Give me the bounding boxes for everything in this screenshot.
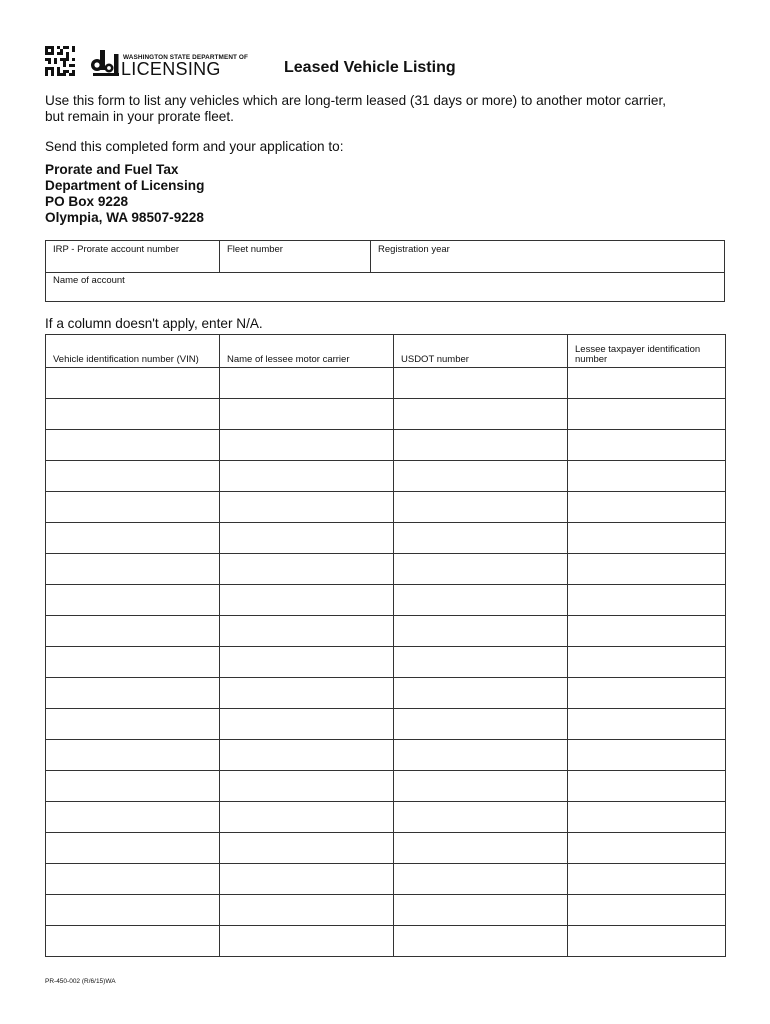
- taxpayer-id-cell[interactable]: [568, 647, 726, 678]
- send-to-label: Send this completed form and your application to:: [45, 139, 344, 154]
- lessee-name-cell[interactable]: [220, 926, 394, 957]
- table-row: [46, 647, 726, 678]
- taxpayer-id-cell[interactable]: [568, 368, 726, 399]
- taxpayer-id-cell[interactable]: [568, 554, 726, 585]
- intro-line-1: Use this form to list any vehicles which are long-term leased (31 days or more) to another motor carrier,: [45, 93, 667, 108]
- taxpayer-id-cell[interactable]: [568, 802, 726, 833]
- lessee-name-cell[interactable]: [220, 523, 394, 554]
- usdot-cell[interactable]: [394, 399, 568, 430]
- taxpayer-id-cell[interactable]: [568, 864, 726, 895]
- taxpayer-id-cell[interactable]: [568, 399, 726, 430]
- taxpayer-id-cell[interactable]: [568, 833, 726, 864]
- vehicle-table: [45, 334, 726, 957]
- table-row: [46, 523, 726, 554]
- address-line: Department of Licensing: [45, 178, 205, 193]
- taxpayer-id-cell[interactable]: [568, 492, 726, 523]
- usdot-cell[interactable]: [394, 430, 568, 461]
- usdot-cell[interactable]: [394, 585, 568, 616]
- table-row: [46, 616, 726, 647]
- account-name-field[interactable]: [46, 272, 724, 302]
- table-row: [46, 709, 726, 740]
- fleet-number-label: Fleet number: [227, 244, 283, 255]
- vin-cell[interactable]: [46, 430, 220, 461]
- intro-line-2: but remain in your prorate fleet.: [45, 109, 234, 124]
- account-info-box: [45, 240, 725, 302]
- vin-cell[interactable]: [46, 399, 220, 430]
- vin-cell[interactable]: [46, 833, 220, 864]
- table-row: [46, 461, 726, 492]
- irp-account-label: IRP - Prorate account number: [53, 244, 180, 255]
- table-row: [46, 492, 726, 523]
- usdot-cell[interactable]: [394, 895, 568, 926]
- table-row: [46, 368, 726, 399]
- table-header-row: [46, 335, 726, 368]
- form-number: PR-450-002 (R/6/15)WA: [45, 978, 116, 985]
- table-row: [46, 864, 726, 895]
- table-row: [46, 833, 726, 864]
- dol-logo-icon: [90, 50, 120, 78]
- column-header-vin: Vehicle identification number (VIN): [46, 335, 220, 368]
- lessee-name-cell[interactable]: [220, 709, 394, 740]
- lessee-name-cell[interactable]: [220, 399, 394, 430]
- lessee-name-cell[interactable]: [220, 895, 394, 926]
- table-row: [46, 430, 726, 461]
- taxpayer-id-cell[interactable]: [568, 678, 726, 709]
- agency-name: LICENSING: [121, 59, 221, 79]
- lessee-name-cell[interactable]: [220, 368, 394, 399]
- address-line: Prorate and Fuel Tax: [45, 162, 179, 177]
- taxpayer-id-cell[interactable]: [568, 430, 726, 461]
- irp-account-field[interactable]: [46, 241, 220, 272]
- vin-cell[interactable]: [46, 740, 220, 771]
- taxpayer-id-cell[interactable]: [568, 461, 726, 492]
- na-instruction: If a column doesn't apply, enter N/A.: [45, 316, 263, 331]
- fleet-number-field[interactable]: [220, 241, 371, 272]
- table-row: [46, 771, 726, 802]
- table-row: [46, 926, 726, 957]
- lessee-name-cell[interactable]: [220, 647, 394, 678]
- vin-cell[interactable]: [46, 523, 220, 554]
- taxpayer-id-cell[interactable]: [568, 771, 726, 802]
- usdot-cell[interactable]: [394, 678, 568, 709]
- registration-year-label: Registration year: [378, 244, 450, 255]
- lessee-name-cell[interactable]: [220, 461, 394, 492]
- account-info-row: [46, 241, 724, 273]
- taxpayer-id-cell[interactable]: [568, 926, 726, 957]
- lessee-name-cell[interactable]: [220, 585, 394, 616]
- address-line: PO Box 9228: [45, 194, 129, 209]
- vin-cell[interactable]: [46, 461, 220, 492]
- taxpayer-id-cell[interactable]: [568, 740, 726, 771]
- vin-cell[interactable]: [46, 585, 220, 616]
- usdot-cell[interactable]: [394, 802, 568, 833]
- usdot-cell[interactable]: [394, 740, 568, 771]
- lessee-name-cell[interactable]: [220, 771, 394, 802]
- vin-cell[interactable]: [46, 647, 220, 678]
- lessee-name-cell[interactable]: [220, 554, 394, 585]
- qr-code-icon: [45, 46, 75, 76]
- vin-cell[interactable]: [46, 771, 220, 802]
- table-row: [46, 678, 726, 709]
- lessee-name-cell[interactable]: [220, 833, 394, 864]
- vin-cell[interactable]: [46, 678, 220, 709]
- table-row: [46, 399, 726, 430]
- usdot-cell[interactable]: [394, 926, 568, 957]
- usdot-cell[interactable]: [394, 492, 568, 523]
- usdot-cell[interactable]: [394, 833, 568, 864]
- vin-cell[interactable]: [46, 616, 220, 647]
- table-body: [46, 368, 726, 957]
- taxpayer-id-cell[interactable]: [568, 895, 726, 926]
- taxpayer-id-cell[interactable]: [568, 523, 726, 554]
- usdot-cell[interactable]: [394, 616, 568, 647]
- vin-cell[interactable]: [46, 895, 220, 926]
- vin-cell[interactable]: [46, 554, 220, 585]
- vin-cell[interactable]: [46, 492, 220, 523]
- vin-cell[interactable]: [46, 802, 220, 833]
- usdot-cell[interactable]: [394, 368, 568, 399]
- column-header-taxpayer-id: Lessee taxpayer identification number: [568, 335, 726, 368]
- table-row: [46, 554, 726, 585]
- account-name-label: Name of account: [53, 275, 125, 286]
- vin-cell[interactable]: [46, 864, 220, 895]
- lessee-name-cell[interactable]: [220, 492, 394, 523]
- taxpayer-id-cell[interactable]: [568, 585, 726, 616]
- address-line: Olympia, WA 98507-9228: [45, 210, 204, 225]
- usdot-cell[interactable]: [394, 709, 568, 740]
- lessee-name-cell[interactable]: [220, 802, 394, 833]
- lessee-name-cell[interactable]: [220, 740, 394, 771]
- mailing-address: [45, 162, 204, 226]
- usdot-cell[interactable]: [394, 864, 568, 895]
- usdot-cell[interactable]: [394, 647, 568, 678]
- lessee-name-cell[interactable]: [220, 430, 394, 461]
- vin-cell[interactable]: [46, 368, 220, 399]
- lessee-name-cell[interactable]: [220, 616, 394, 647]
- table-row: [46, 585, 726, 616]
- agency-line: WASHINGTON STATE DEPARTMENT OF: [123, 54, 249, 61]
- form-title: Leased Vehicle Listing: [284, 59, 456, 76]
- vin-cell[interactable]: [46, 926, 220, 957]
- table-row: [46, 740, 726, 771]
- taxpayer-id-cell[interactable]: [568, 616, 726, 647]
- taxpayer-id-cell[interactable]: [568, 709, 726, 740]
- usdot-cell[interactable]: [394, 771, 568, 802]
- lessee-name-cell[interactable]: [220, 678, 394, 709]
- usdot-cell[interactable]: [394, 554, 568, 585]
- intro-text: [45, 93, 725, 125]
- usdot-cell[interactable]: [394, 523, 568, 554]
- table-row: [46, 895, 726, 926]
- vin-cell[interactable]: [46, 709, 220, 740]
- column-header-lessee-name: Name of lessee motor carrier: [220, 335, 394, 368]
- column-header-usdot: USDOT number: [394, 335, 568, 368]
- table-row: [46, 802, 726, 833]
- registration-year-field[interactable]: [371, 241, 724, 272]
- lessee-name-cell[interactable]: [220, 864, 394, 895]
- usdot-cell[interactable]: [394, 461, 568, 492]
